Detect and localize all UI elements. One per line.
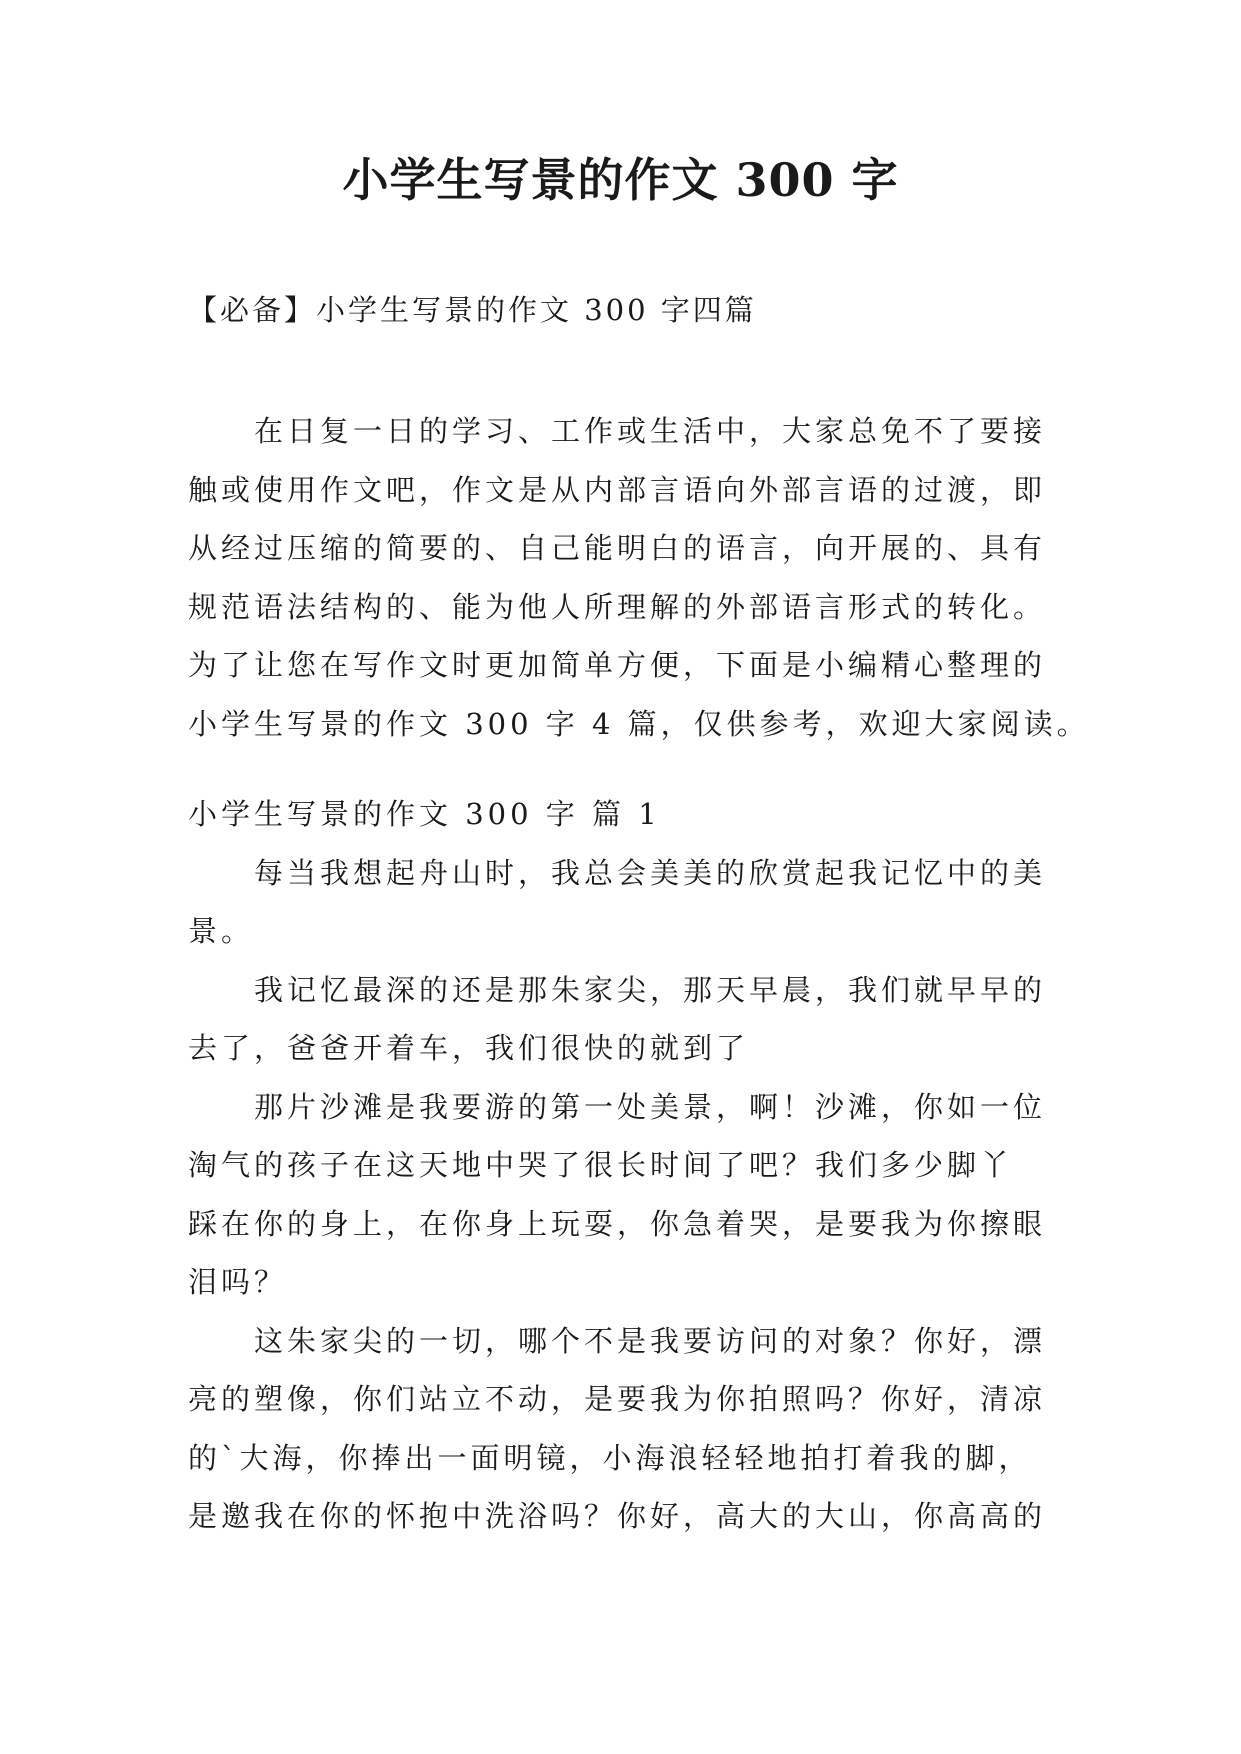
- intro-line: 小学生写景的作文 300 字 4 篇，仅供参考，欢迎大家阅读。: [188, 706, 1090, 741]
- document-subtitle: 【必备】小学生写景的作文 300 字四篇: [188, 293, 757, 327]
- essay-line: 的`大海，你捧出一面明镜，小海浪轻轻地拍打着我的脚，: [188, 1440, 1032, 1475]
- essay-line: 淘气的孩子在这天地中哭了很长时间了吧？我们多少脚丫: [188, 1148, 1014, 1182]
- essay-line: 每当我想起舟山时，我总会美美的欣赏起我记忆中的美: [188, 855, 1047, 890]
- essay-line: 亮的塑像，你们站立不动，是要我为你拍照吗？你好，清凉: [188, 1382, 1047, 1416]
- essay-line: 景。: [188, 914, 255, 948]
- intro-line: 规范语法结构的、能为他人所理解的外部语言形式的转化。: [188, 589, 1047, 624]
- essay-line: 去了，爸爸开着车，我们很快的就到了: [188, 1031, 750, 1065]
- essay-line: 我记忆最深的还是那朱家尖，那天早晨，我们就早早的: [188, 972, 1047, 1007]
- essay-line: 泪吗？: [188, 1265, 288, 1299]
- intro-line: 从经过压缩的简要的、自己能明白的语言，向开展的、具有: [188, 531, 1047, 565]
- section-heading: 小学生写景的作文 300 字 篇 1: [188, 797, 661, 831]
- intro-line: 在日复一日的学习、工作或生活中，大家总免不了要接: [188, 414, 1047, 448]
- essay-line: 那片沙滩是我要游的第一处美景，啊！沙滩，你如一位: [188, 1089, 1047, 1124]
- intro-line: 为了让您在写作文时更加简单方便，下面是小编精心整理的: [188, 648, 1047, 682]
- essay-section-1: [188, 785, 1058, 1546]
- intro-paragraph: [188, 402, 1090, 753]
- document-title: 小学生写景的作文 300 字: [342, 153, 899, 207]
- essay-line: 踩在你的身上，在你身上玩耍，你急着哭，是要我为你擦眼: [188, 1206, 1047, 1241]
- intro-line: 触或使用作文吧，作文是从内部言语向外部言语的过渡，即: [188, 472, 1047, 507]
- essay-line: 这朱家尖的一切，哪个不是我要访问的对象？你好，漂: [188, 1323, 1047, 1358]
- essay-line: 是邀我在你的怀抱中洗浴吗？你好，高大的大山，你高高的: [188, 1499, 1047, 1533]
